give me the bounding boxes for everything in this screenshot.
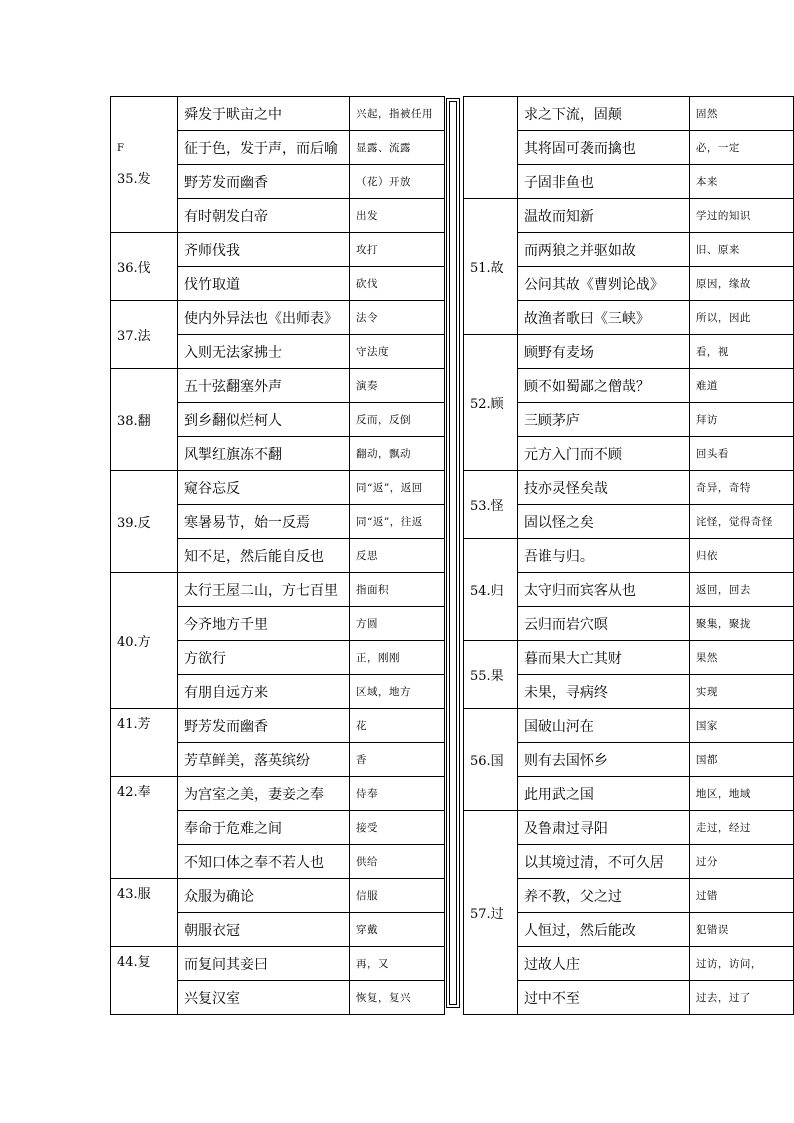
example-cell: 未果，寻病终 [517, 675, 689, 709]
meaning-cell: 本来 [689, 165, 793, 199]
example-cell: 野芳发而幽香 [178, 709, 350, 743]
group-key-56: 56.国 [464, 709, 518, 811]
group-key-44: 44.复 [111, 947, 178, 1015]
meaning-cell: 奇异，奇特 [689, 471, 793, 505]
group-key-37: 37.法 [111, 301, 178, 369]
example-cell: 寒暑易节，始一反焉 [178, 505, 350, 539]
meaning-cell: 翻动，飘动 [350, 437, 445, 471]
meaning-cell: 看，视 [689, 335, 793, 369]
meaning-cell: 同“返”，往返 [350, 505, 445, 539]
example-cell: 太行王屋二山，方七百里 [178, 573, 350, 607]
example-cell: 五十弦翻塞外声 [178, 369, 350, 403]
meaning-cell: 侍奉 [350, 777, 445, 811]
meaning-cell: 正，刚刚 [350, 641, 445, 675]
group-key-36: 36.伐 [111, 233, 178, 301]
meaning-cell: 难道 [689, 369, 793, 403]
meaning-cell: 拜访 [689, 403, 793, 437]
example-cell: 有时朝发白帝 [178, 199, 350, 233]
meaning-cell: 指面积 [350, 573, 445, 607]
meaning-cell: 旧、原来 [689, 233, 793, 267]
example-cell: 方欲行 [178, 641, 350, 675]
example-cell: 国破山河在 [517, 709, 689, 743]
example-cell: 芳草鲜美，落英缤纷 [178, 743, 350, 777]
meaning-cell: 走过，经过 [689, 811, 793, 845]
meaning-cell: 过访，访问， [689, 947, 793, 981]
left-vocab-table [110, 96, 445, 1015]
meaning-cell: 攻打 [350, 233, 445, 267]
example-cell: 朝服衣冠 [178, 913, 350, 947]
meaning-cell: 出发 [350, 199, 445, 233]
meaning-cell: 香 [350, 743, 445, 777]
table-row [111, 233, 445, 267]
group-key-57: 57.过 [464, 811, 518, 1015]
meaning-cell: 区域，地方 [350, 675, 445, 709]
group-key-label: 35.发 [117, 171, 151, 187]
meaning-cell: 国都 [689, 743, 793, 777]
example-cell: 公问其故《曹刿论战》 [517, 267, 689, 301]
meaning-cell: 法令 [350, 301, 445, 335]
table-row [111, 777, 445, 811]
meaning-cell: 演奏 [350, 369, 445, 403]
table-row [464, 97, 794, 131]
example-cell: 众服为确论 [178, 879, 350, 913]
meaning-cell: 所以，因此 [689, 301, 793, 335]
meaning-cell: 必，一定 [689, 131, 793, 165]
example-cell: 舜发于畎亩之中 [178, 97, 350, 131]
meaning-cell: 同“返”，返回 [350, 471, 445, 505]
meaning-cell: 果然 [689, 641, 793, 675]
group-key-54: 54.归 [464, 539, 518, 641]
meaning-cell: 诧怪，觉得奇怪 [689, 505, 793, 539]
table-row [464, 709, 794, 743]
meaning-cell: 守法度 [350, 335, 445, 369]
group-key-51: 51.故 [464, 199, 518, 335]
example-cell: 固以怪之矣 [517, 505, 689, 539]
meaning-cell: 犯错误 [689, 913, 793, 947]
example-cell: 顾不如蜀鄙之僧哉？ [517, 369, 689, 403]
example-cell: 及鲁肃过寻阳 [517, 811, 689, 845]
example-cell: 暮而果大亡其财 [517, 641, 689, 675]
example-cell: 此用武之国 [517, 777, 689, 811]
table-row [464, 199, 794, 233]
group-key-53: 53.怪 [464, 471, 518, 539]
example-cell: 风掣红旗冻不翻 [178, 437, 350, 471]
meaning-cell: 反思 [350, 539, 445, 573]
example-cell: 云归而岩穴暝 [517, 607, 689, 641]
group-key-35 [111, 97, 178, 233]
example-cell: 以其境过清，不可久居 [517, 845, 689, 879]
meaning-cell: 供给 [350, 845, 445, 879]
meaning-cell: 砍伐 [350, 267, 445, 301]
group-key-42: 42.奉 [111, 777, 178, 879]
table-row [111, 947, 445, 981]
example-cell: 窥谷忘反 [178, 471, 350, 505]
table-row [111, 97, 445, 131]
example-cell: 兴复汉室 [178, 981, 350, 1015]
example-cell: 知不足，然后能自反也 [178, 539, 350, 573]
meaning-cell: （花）开放 [350, 165, 445, 199]
example-cell: 过中不至 [517, 981, 689, 1015]
right-vocab-table [463, 96, 794, 1015]
meaning-cell: 穿戴 [350, 913, 445, 947]
example-cell: 太守归而宾客从也 [517, 573, 689, 607]
group-key-40: 40.方 [111, 573, 178, 709]
example-cell: 齐师伐我 [178, 233, 350, 267]
example-cell: 技亦灵怪矣哉 [517, 471, 689, 505]
example-cell: 则有去国怀乡 [517, 743, 689, 777]
example-cell: 温故而知新 [517, 199, 689, 233]
example-cell: 伐竹取道 [178, 267, 350, 301]
meaning-cell: 国家 [689, 709, 793, 743]
example-cell: 使内外异法也《出师表》 [178, 301, 350, 335]
example-cell: 有朋自远方来 [178, 675, 350, 709]
meaning-cell: 方圆 [350, 607, 445, 641]
table-row [464, 335, 794, 369]
example-cell: 到乡翻似烂柯人 [178, 403, 350, 437]
group-key-continued [464, 97, 518, 199]
example-cell: 而复问其妾曰 [178, 947, 350, 981]
meaning-cell: 过分 [689, 845, 793, 879]
example-cell: 求之下流，固颠 [517, 97, 689, 131]
meaning-cell: 原因，缘故 [689, 267, 793, 301]
table-row [464, 539, 794, 573]
example-cell: 人恒过，然后能改 [517, 913, 689, 947]
example-cell: 吾谁与归。 [517, 539, 689, 573]
meaning-cell: 聚集，聚拢 [689, 607, 793, 641]
meaning-cell: 反而，反倒 [350, 403, 445, 437]
meaning-cell: 接受 [350, 811, 445, 845]
meaning-cell: 过去，过了 [689, 981, 793, 1015]
meaning-cell: 返回，回去 [689, 573, 793, 607]
meaning-cell: 显露、流露 [350, 131, 445, 165]
meaning-cell: 归依 [689, 539, 793, 573]
meaning-cell: 再，又 [350, 947, 445, 981]
meaning-cell: 实现 [689, 675, 793, 709]
group-key-41: 41.芳 [111, 709, 178, 777]
table-row [464, 471, 794, 505]
example-cell: 征于色，发于声，而后喻 [178, 131, 350, 165]
group-key-55: 55.果 [464, 641, 518, 709]
example-cell: 其将固可袭而擒也 [517, 131, 689, 165]
table-row [111, 879, 445, 913]
example-cell: 不知口体之奉不若人也 [178, 845, 350, 879]
example-cell: 奉命于危难之间 [178, 811, 350, 845]
example-cell: 野芳发而幽香 [178, 165, 350, 199]
example-cell: 三顾茅庐 [517, 403, 689, 437]
meaning-cell: 恢复，复兴 [350, 981, 445, 1015]
meaning-cell: 信服 [350, 879, 445, 913]
example-cell: 为宫室之美，妻妾之奉 [178, 777, 350, 811]
example-cell: 入则无法家拂士 [178, 335, 350, 369]
table-row [111, 573, 445, 607]
column-divider [446, 98, 460, 1008]
meaning-cell: 学过的知识 [689, 199, 793, 233]
group-key-52: 52.顾 [464, 335, 518, 471]
group-key-38: 38.翻 [111, 369, 178, 471]
meaning-cell: 花 [350, 709, 445, 743]
meaning-cell: 过错 [689, 879, 793, 913]
example-cell: 故渔者歌曰《三峡》 [517, 301, 689, 335]
table-row [111, 471, 445, 505]
group-key-39: 39.反 [111, 471, 178, 573]
page-mark: F [117, 142, 124, 154]
meaning-cell: 回头看 [689, 437, 793, 471]
meaning-cell: 地区，地域 [689, 777, 793, 811]
table-row [111, 369, 445, 403]
example-cell: 养不教，父之过 [517, 879, 689, 913]
table-row [111, 301, 445, 335]
table-row [464, 641, 794, 675]
table-row [464, 811, 794, 845]
meaning-cell: 固然 [689, 97, 793, 131]
table-row [111, 709, 445, 743]
example-cell: 子固非鱼也 [517, 165, 689, 199]
example-cell: 顾野有麦场 [517, 335, 689, 369]
example-cell: 今齐地方千里 [178, 607, 350, 641]
example-cell: 而两狼之并驱如故 [517, 233, 689, 267]
meaning-cell: 兴起，指被任用 [350, 97, 445, 131]
group-key-43: 43.服 [111, 879, 178, 947]
example-cell: 过故人庄 [517, 947, 689, 981]
example-cell: 元方入门而不顾 [517, 437, 689, 471]
